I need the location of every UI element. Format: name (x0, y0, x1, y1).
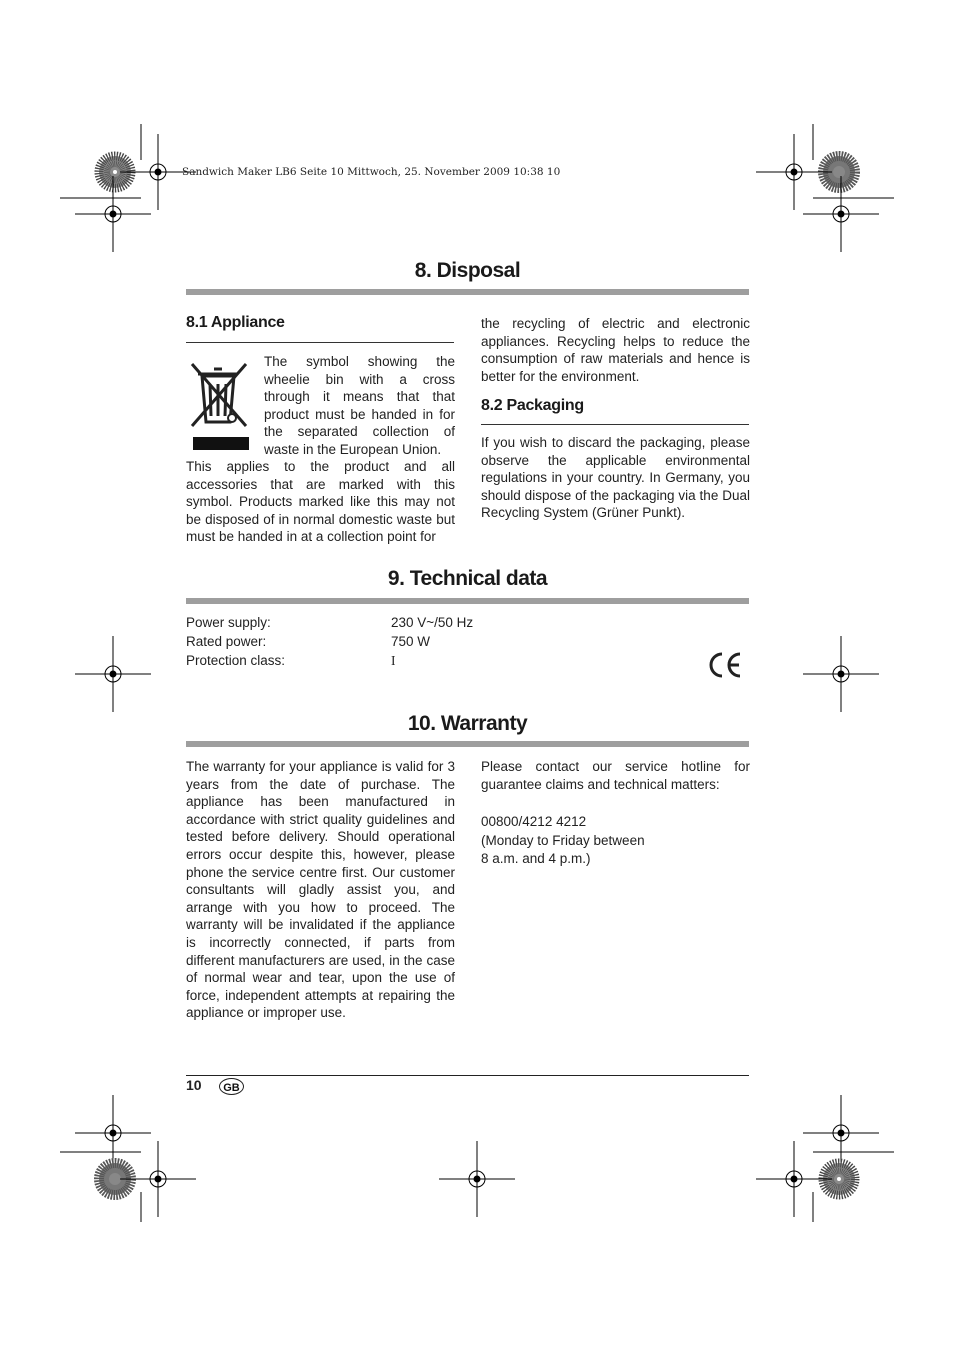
subsection-heading-packaging: 8.2 Packaging (481, 397, 584, 414)
spec-label-power-supply: Power supply: (186, 615, 271, 630)
spec-value-protection-class: I (391, 653, 396, 668)
footer-rule (186, 1075, 749, 1076)
appliance-text-beside-icon: The symbol showing the wheelie bin with a cross through it means that that product must be handed in for the separated collection of waste in the European Union. (264, 354, 455, 457)
spec-value-rated-power: 750 W (391, 634, 431, 649)
country-badge (219, 1078, 244, 1095)
section-title-disposal: 8. Disposal (414, 259, 521, 282)
warranty-hours-line2: 8 a.m. and 4 p.m.) (481, 851, 591, 866)
warranty-hotline-number: 00800/4212 4212 (481, 814, 587, 829)
section-title-technical-data: 9. Technical data (387, 567, 548, 590)
ce-mark-icon (708, 651, 744, 679)
packaging-text: If you wish to discard the packaging, please observe the applicable environmental regulations in your country. In Germany, you should dispose of the packaging via the Dual Recycling System (Grüner Punkt). (481, 435, 750, 521)
section-rule (186, 741, 749, 747)
section-title-warranty: 10. Warranty (407, 712, 528, 735)
section-rule (186, 598, 749, 604)
print-slug-line: Sandwich Maker LB6 Seite 10 Mittwoch, 25. November 2009 10:38 10 (182, 166, 561, 178)
warranty-hours-line1: (Monday to Friday between (481, 833, 645, 848)
spec-label-rated-power: Rated power: (186, 634, 267, 649)
page-number: 10 (186, 1077, 202, 1093)
warranty-hotline-intro: Please contact our service hotline for guarantee claims and technical matters: (481, 759, 750, 792)
section-rule (186, 289, 749, 295)
spec-label-protection-class: Protection class: (186, 653, 286, 668)
warranty-text: The warranty for your appliance is valid for 3 years from the date of purchase. The appliance has been manufactured in accordance with strict quality guidelines and tested before delivery. Should operational errors occur despite this, however, please phone the service centre first. Our customer consultants will gladly assist you, and arrange with you how to proceed. The warranty will be invalidated if the appliance is incorrectly connected, if parts from different manufacturers are used, in the case of normal wear and tear, upon the use of force, independent attempts at repairing the appliance or improper use. (186, 759, 455, 1021)
subsection-underline (186, 342, 454, 343)
appliance-text-continued: the recycling of electric and electronic appliances. Recycling helps to reduce the consumption of raw materials and hence is better for the environment. (481, 316, 750, 384)
subsection-heading-appliance: 8.1 Appliance (186, 314, 285, 331)
appliance-text-below: This applies to the product and all accessories that are marked with this symbol. Products marked like this may not be disposed of in normal domestic waste but must be handed in at a collection point for (186, 459, 455, 545)
country-badge-label: GB (223, 1082, 240, 1094)
subsection-underline (481, 424, 749, 425)
spec-value-power-supply: 230 V~/50 Hz (391, 615, 474, 630)
crossed-wheelie-bin-icon (188, 360, 250, 452)
